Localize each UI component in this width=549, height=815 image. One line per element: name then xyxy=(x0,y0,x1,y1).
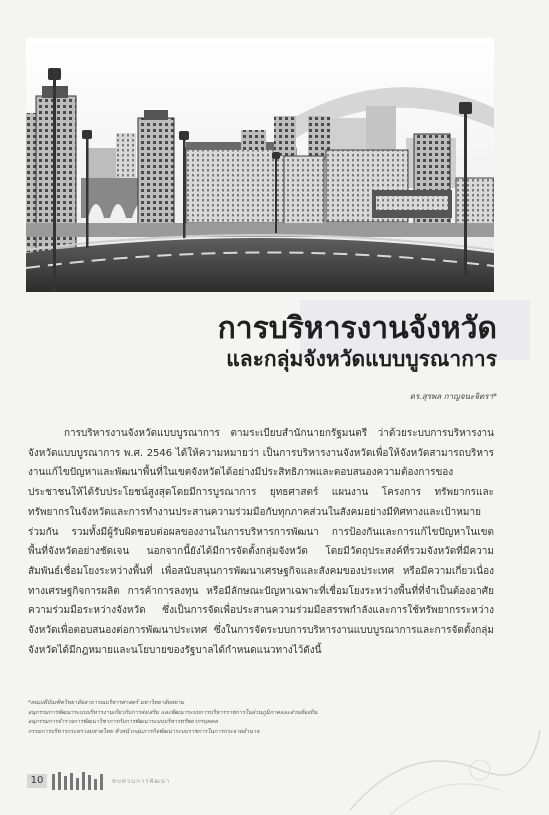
footnote: กรรมการบริหารกระทรวงมหาดไทย หัวหน้ากลุ่มภารกิจพัฒนาระบบราชการในการกระจายอำนาจ xyxy=(28,729,260,736)
footnote: *คณบดีบัณฑิตวิทยาลัยสาธารณบริหารศาสตร์ มหาวิทยาลัยสยาม xyxy=(28,700,185,706)
article-title-line-2: และกลุ่มจังหวัดแบบบูรณาการ xyxy=(226,347,497,371)
article-author: ดร.สุรพล กาญจนะจิตรา* xyxy=(409,392,497,401)
footer-decoration xyxy=(50,770,110,792)
page-number: 10 xyxy=(27,774,47,788)
city-skyline-illustration xyxy=(26,38,494,292)
article-body-paragraph: การบริหารงานจังหวัดแบบบูรณาการ ตามระเบียบสำนักนายกรัฐมนตรี ว่าด้วยระบบการบริหารงานจังหวัดแบบบูรณาการ พ.ศ. 2546 ได้ให้ความหมายว่า เป็นการบริหารงานจังหวัดเพื่อให้จังหวัดสามารถบริหารงานแก้ไขปัญหาและพัฒนาพื้นที่ในเขตจังหวัดได้อย่างมีประสิทธิภาพและตอบสนองความต้องการของประชาชนให้ได้รับประโยชน์สูงสุดโดยมีการบูรณาการ ยุทธศาสตร์ แผนงาน โครงการ ทรัพยากรและทรัพยากรในจังหวัดและการทำงานประสานความร่วมมือกับทุกภาคส่วนในสังคมอย่างมีทิศทางและเป้าหมายร่วมกัน รวมทั้งมีผู้รับผิดชอบต่อผลของงานในการบริหารการพัฒนา การป้องกันและการแก้ไขปัญหาในเขตพื้นที่จังหวัดอย่างชัดเจน นอกจากนี้ยังได้มีการจัดตั้งกลุ่มจังหวัด โดยมีวัตถุประสงค์ที่รวมจังหวัดที่มีความสัมพันธ์เชื่อมโยงระหว่างพื้นที่ เพื่อสนับสนุนการพัฒนาเศรษฐกิจและสังคมของประเทศ หรือมีความเกี่ยวเนื่องทางเศรษฐกิจการผลิต การค้าการลงทุน หรือมีลักษณะปัญหาเฉพาะที่เชื่อมโยงระหว่างพื้นที่ที่จำเป็นต้องอาศัยความร่วมมือระหว่างจังหวัด ซึ่งเป็นการจัดเพื่อประสานความร่วมมือสรรพกำลังและการใช้ทรัพยากรระหว่างจังหวัดเพื่อตอบสนองต่อการพัฒนาประเทศ ซึ่งในการจัดระบบการบริหารงานแบบบูรณาการและการจัดตั้งกลุ่มจังหวัดได้มีกฎหมายและนโยบายของรัฐบาลได้กำหนดแนวทางไว้ดังนี้ xyxy=(28,428,494,656)
footnote: อนุกรรมการจำรวจการพัฒนาวิชาการกับการพัฒนาระบบบริหารทรัพยากรบุคคล xyxy=(28,719,218,726)
footnote: อนุกรรมการพัฒนาระบบบริหารงานเกี่ยวกับการส่งเสริม และพัฒนาระบบการบริหารราชการในส่วนภูมิภาคและส่วนท้องถิ่น xyxy=(28,709,318,716)
article-title-line-1: การบริหารงานจังหวัด xyxy=(217,311,497,346)
footer-label: ทบทวนการพัฒนา xyxy=(112,778,171,785)
decorative-swirl xyxy=(330,700,549,815)
